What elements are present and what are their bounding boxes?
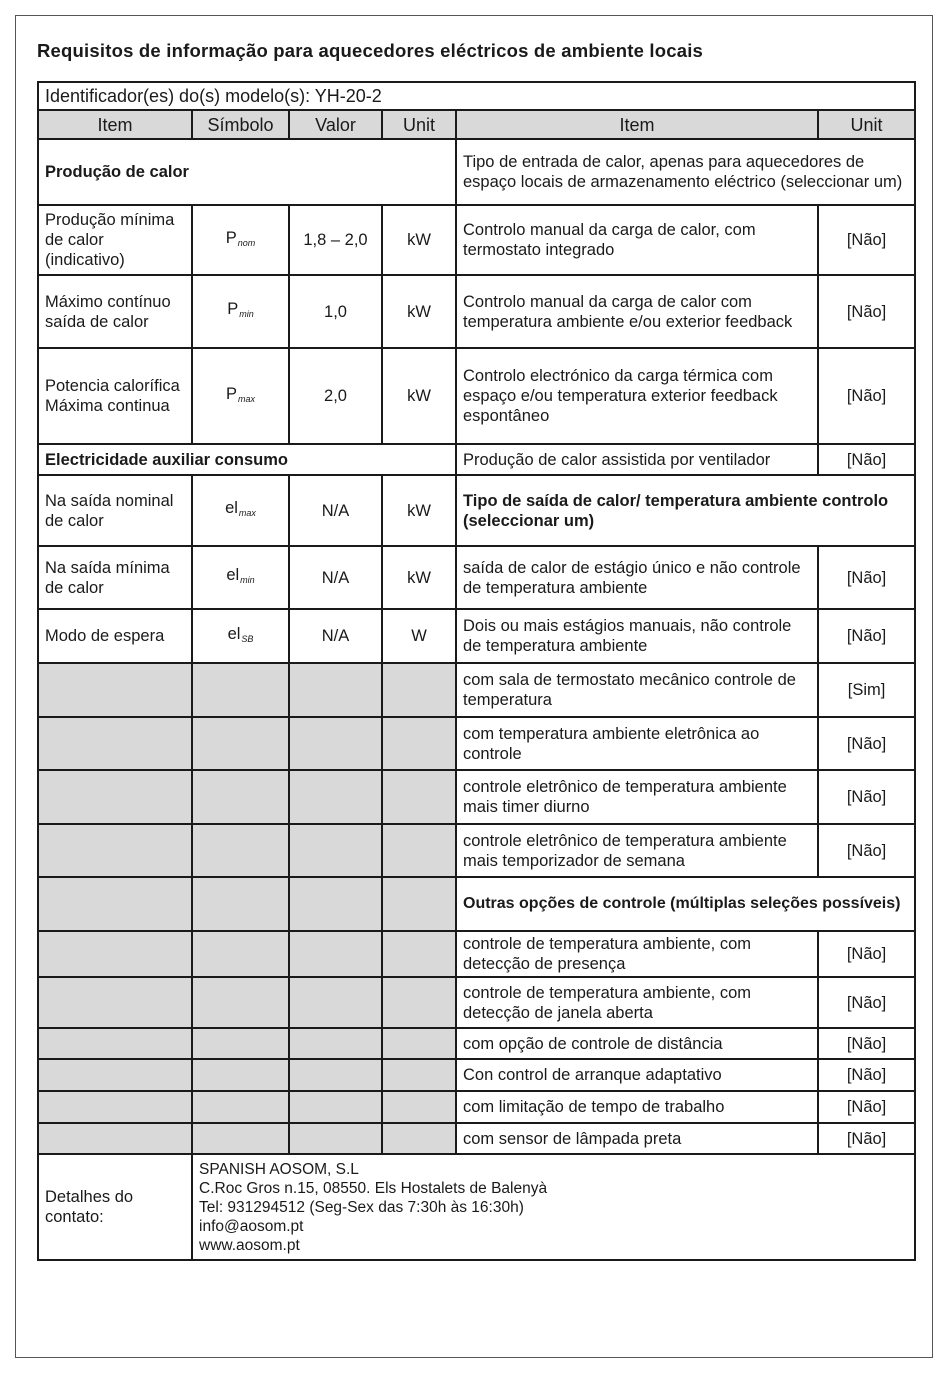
row-label: Potencia calorífica Máxima continua: [38, 348, 192, 444]
row-unit: kW: [382, 546, 456, 609]
row-value: N/A: [289, 475, 382, 546]
table-row: [38, 877, 915, 931]
row-label: Na saída nominal de calor: [38, 475, 192, 546]
right-row-label: controle eletrônico de temperatura ambiente mais timer diurno: [456, 770, 818, 824]
table-row: [38, 275, 915, 348]
row-unit: W: [382, 609, 456, 663]
info-table: [37, 81, 916, 1261]
row-label: Na saída mínima de calor: [38, 546, 192, 609]
aux-section-label: Electricidade auxiliar consumo: [38, 444, 456, 475]
row-symbol: Pmax: [192, 348, 289, 444]
heat-section-label: Produção de calor: [38, 139, 456, 205]
contact-row: [38, 1154, 915, 1260]
header-symbol: Símbolo: [192, 110, 289, 139]
table-row: [38, 977, 915, 1028]
document-title: Requisitos de informação para aquecedores eléctricos de ambiente locais: [37, 40, 704, 61]
right-row-unit: [Não]: [818, 609, 915, 663]
contact-phone: Tel: 931294512 (Seg-Sex das 7:30h às 16:30h): [199, 1198, 524, 1216]
table-row: [38, 1091, 915, 1123]
contact-company: SPANISH AOSOM, S.L: [199, 1160, 359, 1178]
row-label: Modo de espera: [38, 609, 192, 663]
right-row-unit: [Não]: [818, 1091, 915, 1123]
header-value: Valor: [289, 110, 382, 139]
table-row: [38, 770, 915, 824]
table-row: [38, 348, 915, 444]
right-row-unit: [Sim]: [818, 663, 915, 717]
right-row-unit: [Não]: [818, 717, 915, 770]
right-row-label: controle de temperatura ambiente, com detecção de presença: [456, 931, 818, 977]
row-unit: kW: [382, 348, 456, 444]
header-unit-right: Unit: [818, 110, 915, 139]
row-unit: kW: [382, 205, 456, 275]
row-value: 2,0: [289, 348, 382, 444]
contact-address: C.Roc Gros n.15, 08550. Els Hostalets de Balenyà: [199, 1179, 548, 1197]
contact-email: info@aosom.pt: [199, 1217, 304, 1235]
row-value: 1,0: [289, 275, 382, 348]
right-row-label: com limitação de tempo de trabalho: [456, 1091, 818, 1123]
model-identifier: Identificador(es) do(s) modelo(s): YH-20-2: [38, 82, 915, 110]
right-row-unit: [Não]: [818, 348, 915, 444]
other-section-label: Outras opções de controle (múltiplas seleções possíveis): [456, 877, 915, 931]
header-unit: Unit: [382, 110, 456, 139]
table-row: [38, 205, 915, 275]
right-row-unit: [Não]: [818, 1123, 915, 1154]
row-unit: kW: [382, 475, 456, 546]
table-row: [38, 824, 915, 877]
right-row-label: Controlo electrónico da carga térmica com espaço e/ou temperatura exterior feedback espontâneo: [456, 348, 818, 444]
output-section-label: Tipo de saída de calor/ temperatura ambiente controlo (seleccionar um): [456, 475, 915, 546]
right-row-unit: [Não]: [818, 770, 915, 824]
right-row-unit: [Não]: [818, 1028, 915, 1059]
table-row: [38, 1028, 915, 1059]
right-row-label: com temperatura ambiente eletrônica ao controle: [456, 717, 818, 770]
right-row-label: saída de calor de estágio único e não controle de temperatura ambiente: [456, 546, 818, 609]
table-row: [38, 609, 915, 663]
header-row: [38, 110, 915, 139]
right-row-label: com sensor de lâmpada preta: [456, 1123, 818, 1154]
row-symbol: Pmin: [192, 275, 289, 348]
row-value: N/A: [289, 546, 382, 609]
right-row-unit: [Não]: [818, 546, 915, 609]
row-symbol: elmin: [192, 546, 289, 609]
right-row-label: controle de temperatura ambiente, com detecção de janela aberta: [456, 977, 818, 1028]
table-row: [38, 931, 915, 977]
input-section-label: Tipo de entrada de calor, apenas para aquecedores de espaço locais de armazenamento eléctrico (seleccionar um): [456, 139, 915, 205]
right-row-label: controle eletrônico de temperatura ambiente mais temporizador de semana: [456, 824, 818, 877]
table-row: [38, 546, 915, 609]
contact-website: www.aosom.pt: [199, 1236, 300, 1254]
table-row: [38, 717, 915, 770]
row-value: 1,8 – 2,0: [289, 205, 382, 275]
right-row-unit: [Não]: [818, 931, 915, 977]
header-item: Item: [38, 110, 192, 139]
table-row: [38, 1123, 915, 1154]
right-row-label: Produção de calor assistida por ventilador: [456, 444, 818, 475]
row-unit: kW: [382, 275, 456, 348]
right-row-label: Con control de arranque adaptativo: [456, 1059, 818, 1091]
row-symbol: elmax: [192, 475, 289, 546]
right-row-unit: [Não]: [818, 977, 915, 1028]
table-row: [38, 663, 915, 717]
table-row: [38, 475, 915, 546]
contact-details: [192, 1154, 915, 1260]
contact-label: Detalhes do contato:: [38, 1154, 192, 1260]
right-row-unit: [Não]: [818, 275, 915, 348]
right-row-unit: [Não]: [818, 1059, 915, 1091]
right-row-label: Controlo manual da carga de calor com temperatura ambiente e/ou exterior feedback: [456, 275, 818, 348]
right-row-unit: [Não]: [818, 205, 915, 275]
row-symbol: elSB: [192, 609, 289, 663]
row-label: Produção mínima de calor (indicativo): [38, 205, 192, 275]
row-label: Máximo contínuo saída de calor: [38, 275, 192, 348]
header-item-right: Item: [456, 110, 818, 139]
table-row: [38, 1059, 915, 1091]
row-value: N/A: [289, 609, 382, 663]
right-row-label: com opção de controle de distância: [456, 1028, 818, 1059]
row-symbol: Pnom: [192, 205, 289, 275]
right-row-label: com sala de termostato mecânico controle de temperatura: [456, 663, 818, 717]
right-row-unit: [Não]: [818, 824, 915, 877]
right-row-label: Dois ou mais estágios manuais, não controle de temperatura ambiente: [456, 609, 818, 663]
right-row-unit: [Não]: [818, 444, 915, 475]
right-row-label: Controlo manual da carga de calor, com termostato integrado: [456, 205, 818, 275]
